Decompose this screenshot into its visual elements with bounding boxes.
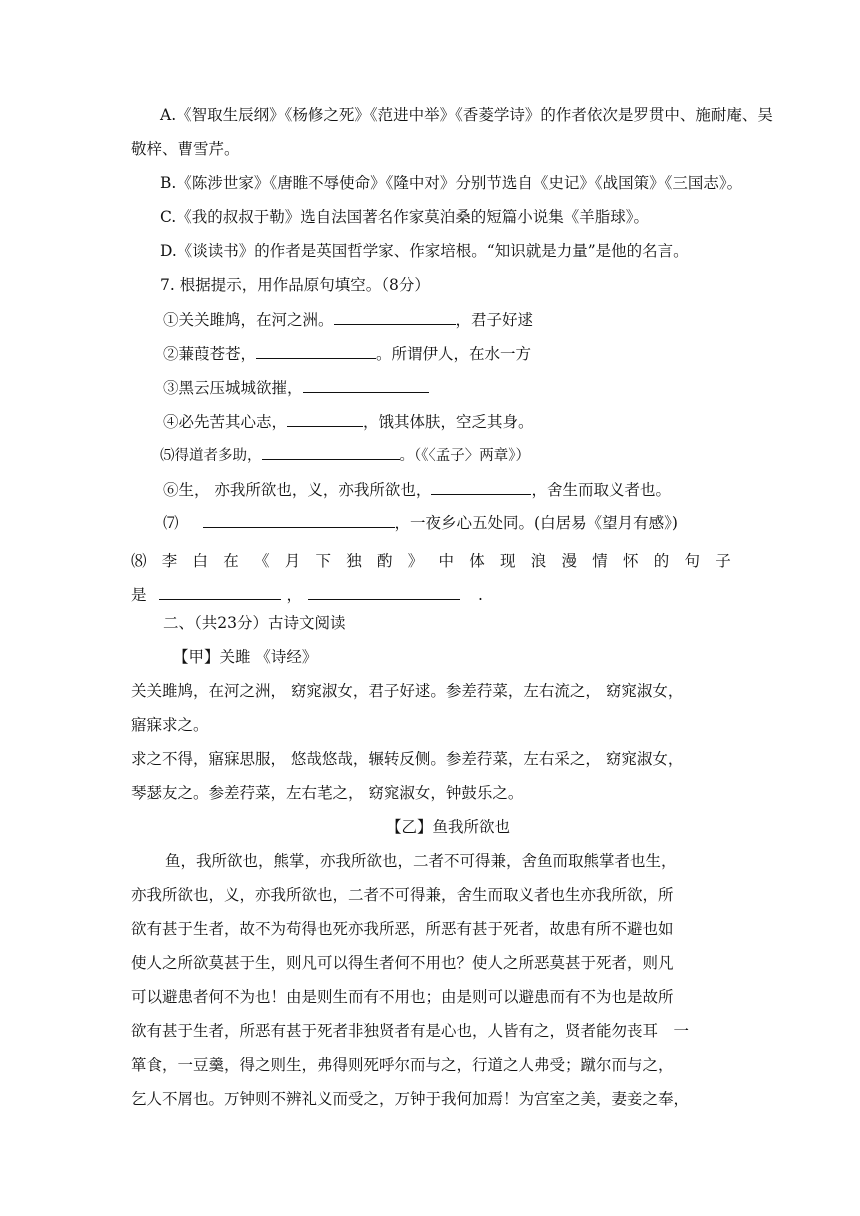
item-8-char: 在 <box>223 552 239 570</box>
fill-item-7-number: ⑺ <box>163 514 179 532</box>
fill-item-3 <box>163 376 429 399</box>
fill-item-1-suffix: ，君子好逑 <box>455 311 534 329</box>
fill-item-8-answer <box>131 583 483 606</box>
fill-item-5-suffix: 。（《〈孟子〉两章》） <box>399 448 530 464</box>
jia-text-line: 琴瑟友之。参差荇菜，左右芼之， 窈窕淑女，钟鼓乐之。 <box>131 784 524 802</box>
item-8-char: 现 <box>500 552 516 570</box>
yi-text-line: 使人之所欲莫甚于生，则凡可以得生者何不用也？使人之所恶莫甚于死者，则凡 <box>131 954 674 972</box>
yi-text-line: 欲有甚于生者，所恶有甚于死者非独贤者有是心也，人皆有之，贤者能勿丧耳 一 <box>131 1022 690 1040</box>
fill-item-1-prefix: ①关关雎鸠，在河之洲。 <box>163 311 334 329</box>
answer-blank-5[interactable] <box>262 443 400 460</box>
fill-item-2-suffix: 。所谓伊人，在水一方 <box>376 345 532 363</box>
item-8-char: ⑻ <box>131 552 147 570</box>
jia-text-line: 寤寐求之。 <box>131 716 209 734</box>
item-8-char: 子 <box>715 552 731 570</box>
yi-text-line: 鱼，我所欲也，熊掌，亦我所欲也，二者不可得兼，舍鱼而取熊掌者也生， <box>165 852 677 870</box>
choice-a-line1: A.《智取生辰纲》《杨修之死》《范进中举》《香菱学诗》的作者依次是罗贯中、施耐庵、吴 <box>160 106 773 124</box>
yi-text-line: 箪食，一豆羹，得之则生，弗得则死呼尔而与之，行道之人弗受；蹴尔而与之， <box>131 1056 674 1074</box>
fill-item-6-prefix: ⑥生， 亦我所欲也，义，亦我所欲也， <box>163 481 432 499</box>
yi-text-line: 可以避患者何不为也！由是则生而有不用也；由是则可以避患而有不为也是故所 <box>131 988 674 1006</box>
item-8-char: 情 <box>592 552 608 570</box>
fill-item-4-suffix: ，饿其体肤，空乏其身。 <box>363 413 534 431</box>
answer-blank-2[interactable] <box>256 342 376 359</box>
yi-text-line: 亦我所欲也，义，亦我所欲也，二者不可得兼，舍生而取义者也生亦我所欲，所 <box>131 886 674 904</box>
item-8-period: . <box>478 586 483 604</box>
choice-c: C.《我的叔叔于勒》选自法国著名作家莫泊桑的短篇小说集《羊脂球》。 <box>160 208 649 226</box>
answer-blank-6[interactable] <box>431 478 531 495</box>
jia-text-line: 关关雎鸠，在河之洲， 窈窕淑女，君子好逑。参差荇菜，左右流之， 窈窕淑女， <box>131 682 684 700</box>
fill-item-7-suffix: ，一夜乡心五处同。(白居易《望月有感》) <box>394 514 678 532</box>
fill-item-2-prefix: ②蒹葭苍苍， <box>163 345 257 363</box>
fill-item-5-prefix: ⑸得道者多助， <box>160 448 262 464</box>
item-8-char: 月 <box>284 552 301 570</box>
item-8-char: 《 <box>254 552 270 570</box>
choice-a-line2: 敬梓、曹雪芹。 <box>131 140 240 158</box>
answer-blank-7[interactable] <box>203 511 395 528</box>
fill-item-6 <box>163 478 671 501</box>
item-8-char: 句 <box>684 552 701 570</box>
question-7-title: 7. 根据提示，用作品原句填空。（8分） <box>160 276 430 294</box>
item-8-comma: ， <box>286 586 303 604</box>
item-8-char: 体 <box>469 552 485 570</box>
choice-d: D.《谈读书》的作者是英国哲学家、作家培根。“知识就是力量”是他的名言。 <box>160 242 689 260</box>
jia-title: 【甲】关雎 《诗经》 <box>173 648 318 666</box>
item-8-char: 李 <box>161 552 178 570</box>
section-2-title: 二、（共23分）古诗文阅读 <box>163 614 346 632</box>
yi-text-line: 乞人不屑也。万钟则不辨礼义而受之，万钟于我何加焉！为宫室之美，妻妾之奉， <box>131 1090 690 1108</box>
fill-item-2 <box>163 342 531 365</box>
item-8-char: 浪 <box>530 552 547 570</box>
answer-blank-4[interactable] <box>287 410 363 427</box>
item-8-char: 怀 <box>623 552 639 570</box>
fill-item-1 <box>163 308 533 331</box>
fill-item-6-suffix: ，舍生而取义者也。 <box>531 481 671 499</box>
fill-item-5 <box>160 443 530 467</box>
item-8-char: 独 <box>346 552 362 570</box>
answer-blank-1[interactable] <box>334 308 456 325</box>
item-8-shi: 是 <box>131 586 147 604</box>
item-8-char: 中 <box>438 552 455 570</box>
jia-text-line: 求之不得，寤寐思服， 悠哉悠哉，辗转反侧。参差荇菜，左右采之， 窈窕淑女， <box>131 750 684 768</box>
item-8-char: 的 <box>653 552 670 570</box>
answer-blank-8a[interactable] <box>159 583 281 600</box>
answer-blank-3[interactable] <box>303 376 429 393</box>
answer-blank-8b[interactable] <box>308 583 460 600</box>
yi-title: 【乙】鱼我所欲也 <box>386 818 511 836</box>
fill-item-3-prefix: ③黑云压城城欲摧， <box>163 379 303 397</box>
fill-item-8-prompt <box>131 550 731 572</box>
fill-item-4 <box>163 410 534 433</box>
item-8-char: 》 <box>407 552 424 570</box>
choice-b: B.《陈涉世家》《唐睢不辱使命》《隆中对》分别节选自《史记》《战国策》《三国志》。 <box>160 174 743 192</box>
yi-text-line: 欲有甚于生者，故不为苟得也死亦我所恶，所恶有甚于死者，故患有所不避也如 <box>131 920 674 938</box>
item-8-char: 漫 <box>561 552 578 570</box>
fill-item-7 <box>163 511 678 534</box>
fill-item-4-prefix: ④必先苦其心志， <box>163 413 288 431</box>
item-8-char: 下 <box>315 552 332 570</box>
item-8-char: 白 <box>192 552 209 570</box>
item-8-char: 酌 <box>377 552 393 570</box>
